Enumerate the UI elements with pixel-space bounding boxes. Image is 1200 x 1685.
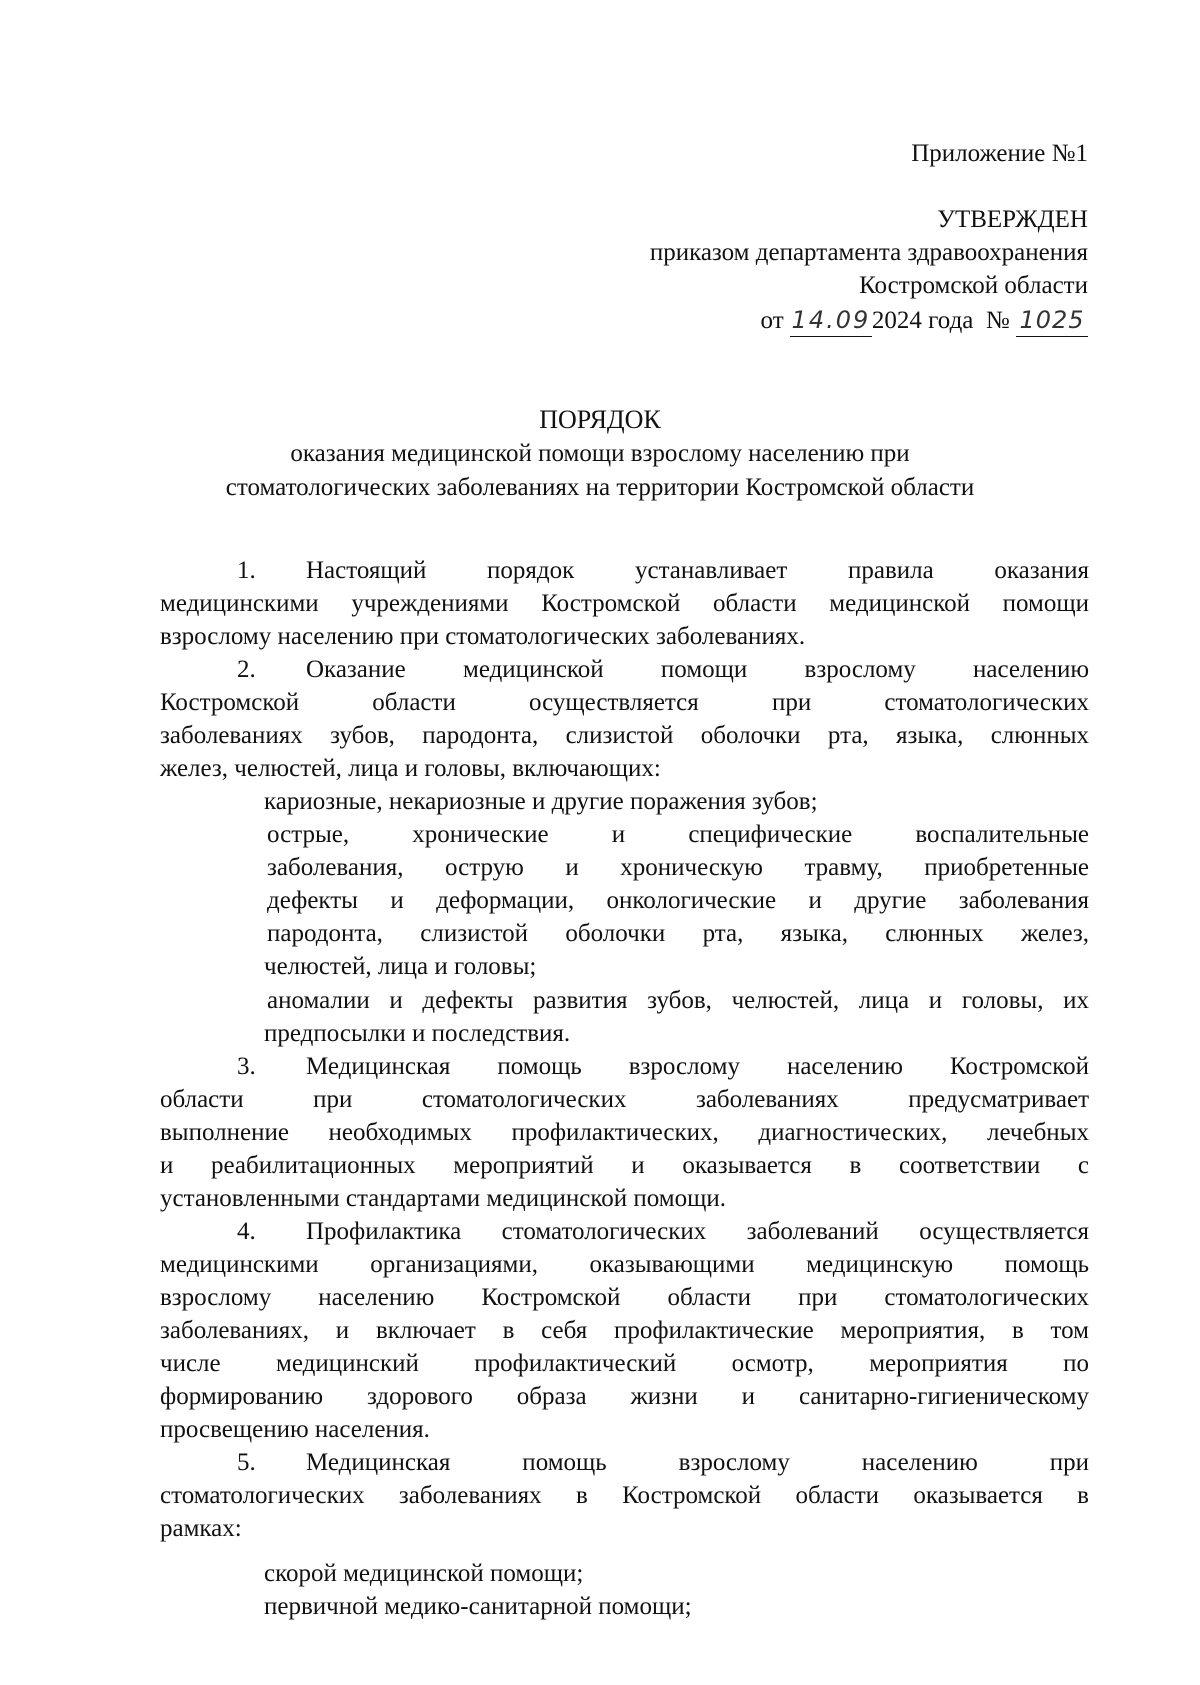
order-line-1: приказом департамента здравоохранения [649, 239, 1088, 266]
number-label: № [985, 307, 1010, 334]
paragraph-4-line-3: взрослому населению Костромской области при стоматологических [160, 1284, 1089, 1311]
paragraph-4-line-2: медицинскими организациями, оказывающими медицинскую помощь [160, 1251, 1089, 1278]
paragraph-5-line-2: стоматологических заболеваниях в Костромской области оказывается в [160, 1482, 1089, 1509]
paragraph-5-item-1: скорой медицинской помощи; [264, 1560, 584, 1587]
date-prefix: от [760, 307, 784, 334]
paragraph-3-line-1: Медицинская помощь взрослому населению Костромской [306, 1053, 1089, 1080]
title-line-1: оказания медицинской помощи взрослому населению при [290, 440, 910, 467]
paragraph-4-number: 4. [237, 1218, 256, 1245]
paragraph-3-line-4: и реабилитационных мероприятий и оказывается в соответствии с [160, 1152, 1089, 1179]
paragraph-3-number: 3. [237, 1053, 256, 1080]
paragraph-3-line-5: установленными стандартами медицинской помощи. [160, 1185, 726, 1212]
paragraph-2-item-2-line-3: дефекты и деформации, онкологические и другие заболевания [267, 887, 1089, 914]
paragraph-4-line-5: числе медицинский профилактический осмотр, мероприятия по [160, 1350, 1089, 1377]
paragraph-2-line-1: Оказание медицинской помощи взрослому населению [306, 656, 1089, 683]
paragraph-2-item-1: кариозные, некариозные и другие поражения зубов; [264, 788, 818, 815]
paragraph-5-line-3: рамках: [160, 1515, 242, 1542]
paragraph-4-line-6: формированию здорового образа жизни и санитарно-гигиеническому [160, 1383, 1089, 1410]
handwritten-date: 14.09 [790, 304, 872, 337]
paragraph-3-line-3: выполнение необходимых профилактических, диагностических, лечебных [160, 1119, 1089, 1146]
paragraph-5-number: 5. [237, 1449, 256, 1476]
paragraph-1-line-1: Настоящий порядок устанавливает правила оказания [306, 557, 1089, 584]
paragraph-2-item-2-line-4: пародонта, слизистой оболочки рта, языка, слюнных желез, [267, 920, 1089, 947]
paragraph-3-line-2: области при стоматологических заболеваниях предусматривает [160, 1086, 1089, 1113]
order-line-2: Костромской области [859, 272, 1088, 299]
paragraph-2-item-3-line-2: предпосылки и последствия. [264, 1020, 571, 1047]
paragraph-1-number: 1. [237, 557, 256, 584]
appendix-label: Приложение №1 [911, 140, 1088, 167]
title-line-2: стоматологических заболеваниях на территории Костромской области [225, 474, 975, 501]
paragraph-2-line-4: желез, челюстей, лица и головы, включающих: [160, 755, 661, 782]
paragraph-5-line-1: Медицинская помощь взрослому населению при [306, 1449, 1089, 1476]
approved-label: УТВЕРЖДЕН [937, 206, 1088, 233]
paragraph-2-item-2-line-5: челюстей, лица и головы; [264, 953, 537, 980]
paragraph-5-item-2: первичной медико-санитарной помощи; [264, 1593, 692, 1620]
paragraph-2-line-3: заболеваниях зубов, пародонта, слизистой оболочки рта, языка, слюнных [160, 722, 1089, 749]
paragraph-4-line-1: Профилактика стоматологических заболеваний осуществляется [306, 1218, 1089, 1245]
paragraph-4-line-4: заболеваниях, и включает в себя профилактические мероприятия, в том [160, 1317, 1089, 1344]
date-year: 2024 года [871, 307, 974, 334]
paragraph-2-item-2-line-1: острые, хронические и специфические воспалительные [267, 821, 1089, 848]
paragraph-2-item-3-line-1: аномалии и дефекты развития зубов, челюстей, лица и головы, их [267, 987, 1089, 1014]
document-title: ПОРЯДОК [539, 405, 661, 434]
paragraph-2-line-2: Костромской области осуществляется при стоматологических [160, 689, 1089, 716]
paragraph-4-line-7: просвещению населения. [160, 1416, 430, 1443]
paragraph-1-line-3: взрослому населению при стоматологических заболеваниях. [160, 623, 806, 650]
paragraph-1-line-2: медицинскими учреждениями Костромской области медицинской помощи [160, 590, 1089, 617]
order-date-line [761, 304, 1088, 337]
handwritten-number: 1025 [1016, 304, 1088, 337]
paragraph-2-number: 2. [237, 656, 256, 683]
paragraph-2-item-2-line-2: заболевания, острую и хроническую травму, приобретенные [267, 854, 1089, 881]
